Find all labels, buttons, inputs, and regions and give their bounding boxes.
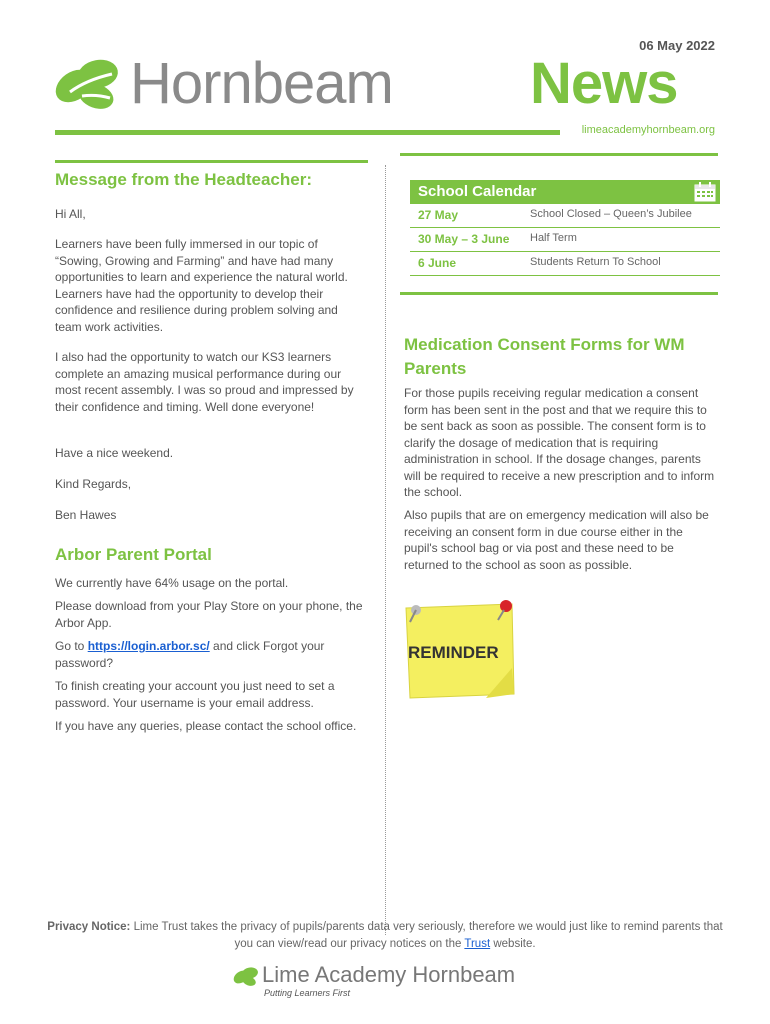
calendar-row (410, 252, 720, 276)
school-calendar (410, 180, 720, 276)
calendar-event: Half Term (530, 232, 577, 244)
calendar-date: 30 May – 3 June (418, 232, 510, 246)
headteacher-paragraph-2: I also had the opportunity to watch our KS3 learners complete an amazing musical performance during our most recent assembly. I was so proud and impressed by their confidence and timing. Well done everyone! (55, 350, 354, 414)
calendar-date: 27 May (418, 208, 459, 222)
arbor-heading: Arbor Parent Portal (55, 545, 212, 564)
column-divider (385, 165, 386, 935)
leaf-logo-icon (232, 964, 260, 988)
login-text-post: and click Forgot your password? (55, 639, 325, 670)
signature-name: Ben Hawes (55, 508, 117, 522)
arbor-login-link[interactable]: https://login.arbor.sc/ (87, 639, 210, 653)
reminder-note-icon (400, 598, 520, 702)
calendar-event: Students Return To School (530, 256, 661, 268)
arbor-download: Please download from your Play Store on your phone, the Arbor App. (55, 599, 363, 630)
issue-date: 06 May 2022 (639, 38, 715, 53)
footer-tagline: Putting Learners First (264, 988, 351, 998)
footer-logo (232, 962, 552, 1002)
arbor-queries: If you have any queries, please contact the school office. (55, 719, 357, 733)
right-column-mid-rule (400, 292, 718, 295)
privacy-text: Lime Trust takes the privacy of pupils/parents data very seriously, therefore we would just like to remind parents that you can view/read our privacy notices on the (130, 921, 723, 950)
calendar-event: School Closed – Queen’s Jubilee (530, 208, 692, 220)
calendar-header (410, 180, 720, 204)
regards: Kind Regards, (55, 477, 132, 491)
header-divider (55, 130, 560, 135)
medication-paragraph-2: Also pupils that are on emergency medication will also be receiving an consent form in due course either in the pupil's school bag or via post and these need to be returned to the school as soon as possible. (404, 508, 709, 572)
website-link[interactable]: limeacademyhornbeam.org (581, 124, 715, 136)
calendar-row (410, 204, 720, 228)
masthead-title-accent: News (530, 51, 678, 116)
footer-school-name: Lime Academy Hornbeam (262, 962, 516, 987)
arbor-account-setup: To finish creating your account you just need to set a password. Your username is your email address. (55, 679, 335, 710)
trust-link[interactable]: Trust (464, 938, 491, 950)
headteacher-paragraph-1: Learners have been fully immersed in our topic of “Sowing, Growing and Farming” and have had many opportunities to learn and experience the natural world. Learners have had the opportunity to develop their confidence and resilience during problem solving and team work activities. (55, 237, 348, 334)
arbor-usage: We currently have 64% usage on the portal. (55, 576, 289, 590)
headteacher-heading: Message from the Headteacher: (55, 170, 312, 189)
masthead (52, 50, 722, 120)
privacy-end: website. (490, 938, 536, 950)
privacy-label: Privacy Notice: (47, 921, 131, 933)
medication-paragraph-1: For those pupils receiving regular medication a consent form has been sent in the post and that we require this to be sent back as soon as possible. The consent form is to clarify the dosage of medication that is requiring administration in school. If the dosage changes, parents will be required to receive a new prescription and to inform the school. (404, 386, 715, 499)
calendar-row (410, 228, 720, 252)
medication-heading: Medication Consent Forms for WM Parents (404, 335, 685, 378)
right-column-top-rule (400, 153, 718, 156)
leaf-logo-icon (52, 52, 128, 114)
login-text-pre: Go to (55, 639, 88, 653)
reminder-label: REMINDER (408, 643, 499, 662)
greeting: Hi All, (55, 207, 86, 221)
privacy-notice (40, 919, 730, 953)
sign-off-line: Have a nice weekend. (55, 446, 174, 460)
arbor-login-instruction (55, 638, 365, 671)
calendar-heading: School Calendar (418, 183, 537, 200)
calendar-date: 6 June (418, 256, 457, 270)
masthead-title: Hornbeam (130, 51, 393, 116)
left-column-rule (55, 160, 368, 163)
calendar-icon (694, 182, 716, 202)
